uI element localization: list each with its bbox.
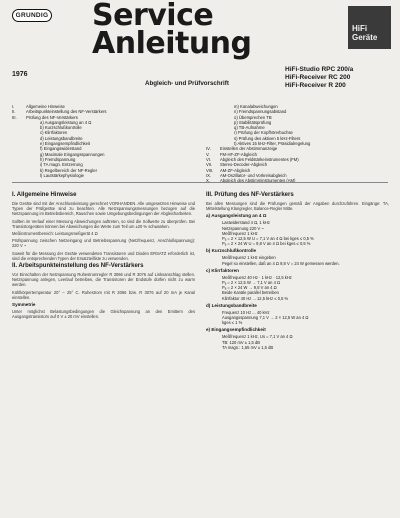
paragraph: Die Geräte sind mit der Anschlussleistung gerechnet VORHANDEN. Alle umgesetzten Hinweise und Typen der Prüfgeräte sind zu beachten. Alle Netzspannungsmessungen bezogen auf die Netzspannung im Betriebsbereich, Rauschen sowie Umgebungsbedingungen der Abgleicharbeiten. (12, 201, 195, 217)
toc-text: h) Fremdspannung (40, 156, 76, 162)
toc-text: g) Maximale Eingangsspannungen (40, 151, 105, 157)
model-list (285, 66, 353, 91)
model-item: HiFi-Receiver R 200 (285, 82, 346, 90)
measurement-line: Pₐ = 2 × 12,5 W → 7,1 V an 4 Ω (222, 280, 281, 286)
paragraph: Sollten im Verlauf einer Messung Abweichungen auftreten, so sind die Sollwerte zu überprüfen. Bei Transistorgeräten können bei Abweichungen die Werte zum Teil um ±20 % schwanken. (12, 218, 195, 229)
toc-number: IV. (206, 146, 211, 152)
measurement-line: Frequenz 10 Hz ... 40 kHz (222, 309, 270, 315)
paragraph: Unter möglichst Belastungsbedingungen die Gleichspannung an den Emittern des Ausgangstransistors auf 0 V ± 20 mV einstellen. (12, 309, 195, 320)
measurement-line: Pₐ = 2 × 24 W U = 9,8 V an 4 Ω bei kges ≤ 0,5 % (222, 241, 311, 247)
toc-text: i) TA magn. Entzerrung (40, 162, 83, 168)
toc-number: II. (12, 109, 16, 115)
table-of-contents-right (206, 104, 391, 183)
subsection-heading: c) Klirrfaktoren (206, 267, 239, 273)
toc-text: c) Klirrfaktoren (40, 130, 68, 136)
subsection-heading: Symmetrie (12, 302, 36, 308)
year-label: 1976 (12, 71, 28, 78)
measurement-line: Ausgangsspannung 7,1 V → 2 × 12,5 W an 4 Ω (222, 315, 309, 321)
paragraph: Meßinstrumentbereich: Leistungsmeßgerät 4 Ω (12, 231, 98, 237)
measurement-line: kges ≤ 1 % (222, 320, 243, 326)
subsection-heading: b) Kurzschlußkontrolle (206, 248, 257, 254)
measurement-line: Meßfrequenz 1 kHz, Us = 7,1 V an 4 Ω (222, 334, 293, 340)
toc-number: VIII. (206, 167, 214, 173)
subsection-heading: d) Leistungsbandbreite (206, 302, 257, 308)
paragraph: Prüfspannung zwischen Netzeingang und Betriebsspannung (Netzfrequenz, Anschlußspannung): 220 V ~ (12, 238, 195, 249)
grundig-logo: GRUNDIG (12, 9, 52, 22)
left-text-column (12, 190, 195, 321)
toc-text: p) Stabilitätsprüfung (234, 119, 272, 125)
section-divider (12, 182, 388, 183)
subsection-heading: e) Eingangsempfindlichkeit (206, 327, 266, 333)
paragraph: Kühlkörpertemperatur 20° – 25° C. Ruhestrom mit R 3066 bzw. R 3076 auf 20 mA je Kanal einstellen. (12, 289, 195, 300)
title-line-1: Service (92, 0, 214, 33)
toc-number: IX. (206, 172, 212, 178)
toc-text: Arbeitspunkteinstellung des NF-Verstärkers (26, 109, 107, 115)
toc-number: III. (12, 114, 17, 120)
toc-text: e) Eingangsempfindlichkeit (40, 141, 91, 147)
toc-text: AM-ZF-Abgleich (220, 167, 251, 173)
toc-text: Abgleich des Feldstärkeinstrumentes (FM) (220, 156, 299, 162)
measurement-line: Meßfrequenz 1 kHz eingeben (222, 255, 276, 261)
model-item: HiFi-Studio RPC 200/a (285, 66, 354, 73)
measurement-line: Klirrfaktor 40 Hz ... 12,5 kHz ≤ 0,5 % (222, 295, 289, 301)
measurement-line: TA magn.: 1,65 mV ± 1,5 dB (222, 344, 274, 350)
toc-text: o) Übersprechen TB (234, 114, 272, 120)
toc-number (12, 173, 26, 178)
toc-number: X. (206, 178, 210, 184)
measurement-list (206, 310, 389, 326)
section-heading: I. Allgemeine Hinweise (12, 192, 77, 198)
measurement-list (206, 334, 389, 350)
measurement-line: Pₐ = 2 × 24 W → 9,8 V an 4 Ω (222, 285, 277, 291)
toc-number: VII. (206, 162, 213, 168)
paragraph: Bei allen Messungen sind die Prüfungen gemäß der Angaben durchzuführen. Eingänge: TA, Mittelstellung Klangregler, Balance-Regler Mitte. (206, 201, 389, 212)
toc-text: Allgemeine Hinweise (26, 104, 65, 109)
toc-text: a) Ausgangsleistung an 4 Ω (40, 119, 92, 125)
toc-number: V. (206, 151, 210, 157)
measurement-line: Pₐ = 2 × 12,5 W U = 7,1 V an 4 Ω bei kges ≤ 0,5 % (222, 236, 314, 242)
hifi-badge: HiFi Geräte (348, 6, 391, 49)
toc-text: FM-HF-ZF-Abgleich (220, 151, 257, 157)
toc-text: q) TB-Aufnahme (234, 125, 265, 131)
right-text-column (206, 190, 389, 350)
toc-item (12, 173, 197, 178)
toc-text: l) Lautstärkephysiologie (40, 172, 84, 178)
toc-text: n) Fremdspannungsabstand (234, 109, 287, 115)
toc-text: AM-Oszillator- und Vorkreisabgleich (220, 172, 287, 178)
subsection-heading: a) Ausgangsleistung an 4 Ω (206, 213, 267, 219)
measurement-line: Beide Kanäle parallel betreiben (222, 290, 279, 296)
document-title (92, 0, 252, 61)
measurement-list (206, 255, 389, 265)
table-of-contents-left (12, 104, 197, 178)
paragraph: Soweit für die Messung der Geräte verwendeten Transistoren und Dioden ERSATZ erforderlich ist, sind die entsprechenden Typen der Ersatzteilliste zu verwenden. (12, 250, 195, 261)
toc-number: I. (12, 104, 15, 109)
measurement-list (206, 275, 389, 301)
toc-text: Stereo-Decoder-Abgleich (220, 162, 268, 168)
measurement-line: TB: 120 mV ± 1,5 dB (222, 339, 260, 345)
toc-text: Einstellen der Abstimmanzeige (220, 146, 278, 152)
toc-text: m) Kanalabweichungen (234, 104, 278, 109)
measurement-line: Netzspannung 220 V ~ (222, 225, 264, 231)
section-heading: III. Prüfung des NF-Verstärkers (206, 192, 294, 198)
paragraph: Vor Einschalten der Netzspannung Ruhestromregler R 3066 und R 3076 auf Linksanschlag stellen. Netzspannung anlegen, Leerlauf betreiben, die Transistoren der Endstufe dürfen nicht zu warm werden. (12, 272, 195, 288)
toc-text: s) Prüfung des aktiven 5 kHz-Filters (234, 135, 301, 141)
toc-text: k) Regelbereich der NF-Regler (40, 167, 98, 173)
measurement-list (206, 220, 389, 246)
toc-text: b) Kurzschlußkontrolle (40, 125, 82, 131)
measurement-line: Lastwiderstand 4 Ω, 1 kHz (222, 220, 270, 226)
document-subtitle: Abgleich- und Prüfvorschrift (145, 80, 229, 87)
toc-text: Abgleich des Abstimminstrumentes (AM) (220, 178, 296, 184)
toc-text: d) Leistungsbandbreite (40, 135, 83, 141)
toc-text: Prüfung des NF-Verstärkers (26, 114, 78, 120)
section-heading: II. Arbeitspunkteinstellung des NF-Verstärkers (12, 263, 144, 270)
measurement-line: Meßfrequenz 40 Hz · 1 kHz · 12,5 kHz (222, 274, 292, 280)
toc-item (206, 178, 391, 183)
toc-text: f) Eingangswiderstand (40, 146, 82, 152)
measurement-line: Pegel so einstellen, daß an 4 Ω 9,8 V = 24 W gemessen werden. (222, 260, 340, 266)
model-item: HiFi-Receiver RC 200 (285, 74, 351, 82)
measurement-line: Meßfrequenz 1 kHz (222, 230, 258, 236)
toc-number: VI. (206, 156, 212, 162)
toc-text: t) Aktives 15 kHz-Filter, Präsidialregelung (234, 141, 311, 147)
title-line-2: Anleitung (92, 26, 252, 61)
toc-text: r) Prüfung der Kopfhörerbuchse (234, 130, 293, 136)
